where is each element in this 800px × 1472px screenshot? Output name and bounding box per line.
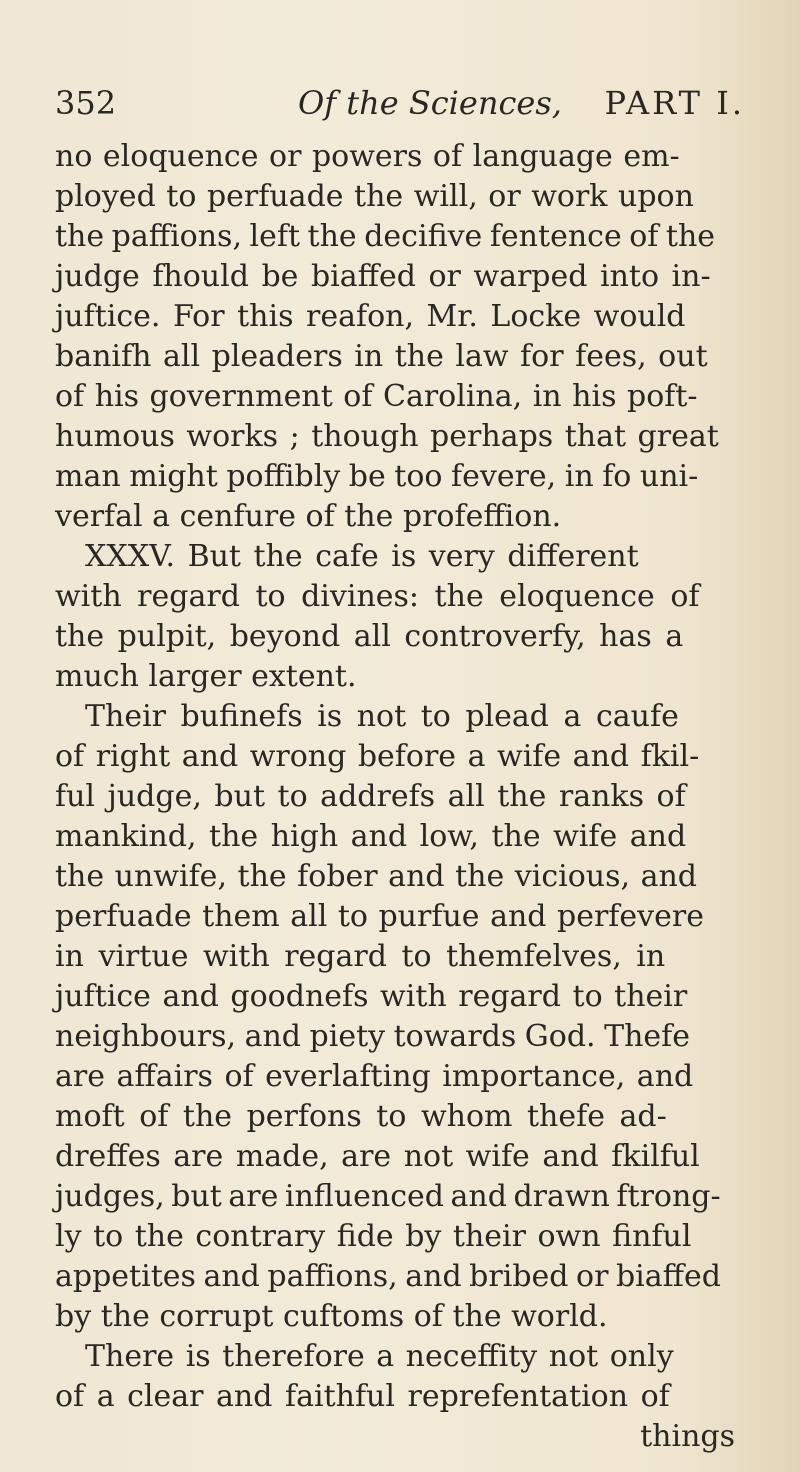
text-line: mankind, the high and low, the wife and — [55, 819, 687, 854]
text-line: verfal a cenfure of the profeffion. — [55, 499, 562, 534]
text-line: ful judge, but to addrefs all the ranks of — [55, 779, 686, 814]
text-line: in virtue with regard to themfelves, in — [55, 939, 666, 974]
body-text — [55, 137, 745, 1457]
text-line: neighbours, and piety towards God. Thefe — [55, 1019, 691, 1054]
running-title: Of the Sciences, — [298, 84, 562, 122]
text-line: Their bufinefs is not to plead a caufe — [85, 699, 679, 734]
text-line: juftice and goodnefs with regard to their — [55, 979, 688, 1014]
text-line: are affairs of everlafting importance, and — [55, 1059, 694, 1094]
text-line: banifh all pleaders in the law for fees, out — [55, 339, 708, 374]
text-line: judge fhould be biaffed or warped into in- — [55, 259, 711, 294]
text-line: ployed to perfuade the will, or work upon — [55, 179, 694, 214]
text-line: There is therefore a neceffity not only — [85, 1339, 674, 1374]
text-line: appetites and paffions, and bribed or biaffed — [55, 1259, 721, 1294]
text-line: of a clear and faithful reprefentation of — [55, 1379, 670, 1414]
text-line: dreffes are made, are not wife and fkilful — [55, 1139, 700, 1174]
text-line: man might poffibly be too fevere, in fo uni- — [55, 459, 699, 494]
text-line: the unwife, the fober and the vicious, and — [55, 859, 697, 894]
text-line: with regard to divines: the eloquence of — [55, 579, 700, 614]
text-line: XXXV. But the cafe is very different — [85, 539, 639, 574]
text-line: juftice. For this reafon, Mr. Locke would — [55, 299, 686, 334]
text-line: the pulpit, beyond all controverfy, has a — [55, 619, 684, 654]
text-line: things — [640, 1419, 735, 1454]
text-line: no eloquence or powers of language em- — [55, 139, 680, 174]
page-number: 352 — [55, 84, 117, 122]
text-line: moft of the perfons to whom thefe ad- — [55, 1099, 667, 1134]
text-line: humous works ; though perhaps that great — [55, 419, 719, 454]
page-header — [55, 84, 745, 134]
text-line: perfuade them all to purfue and perfevere — [55, 899, 704, 934]
text-line: the paffions, left the decifive fentence of the — [55, 219, 716, 254]
part-label: PART I. — [604, 84, 745, 122]
text-line: ly to the contrary fide by their own finful — [55, 1219, 692, 1254]
text-line: much larger extent. — [55, 659, 357, 694]
text-line: judges, but are influenced and drawn ftrong- — [55, 1179, 721, 1214]
text-line: of right and wrong before a wife and fkil- — [55, 739, 700, 774]
text-line: by the corrupt cuftoms of the world. — [55, 1299, 608, 1334]
text-line: of his government of Carolina, in his poft- — [55, 379, 698, 414]
